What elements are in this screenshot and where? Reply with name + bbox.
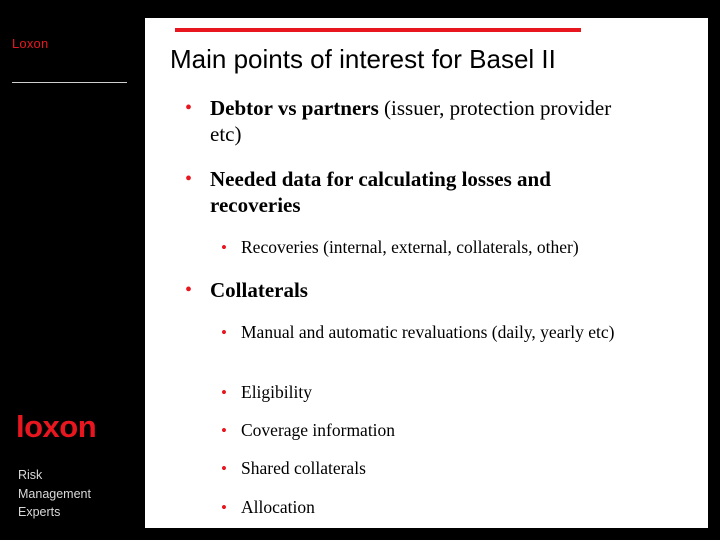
bullet-item <box>185 277 620 303</box>
sub-bullet-item <box>221 322 651 343</box>
sub-bullet-item <box>221 497 651 518</box>
slide-title: Main points of interest for Basel II <box>170 44 556 74</box>
bullet-dot-icon: • <box>221 498 227 517</box>
small-logo: Loxon <box>12 36 49 51</box>
sub-bullet-text: Eligibility <box>241 382 312 402</box>
sub-bullet-item <box>221 382 651 403</box>
bullet-bold-text: Needed data for calculating losses and recoveries <box>210 167 551 217</box>
brand-sidebar <box>0 0 145 540</box>
sub-bullet-text: Shared collaterals <box>241 458 366 478</box>
bullet-dot-icon: • <box>221 383 227 402</box>
sub-bullet-text: Manual and automatic revaluations (daily, yearly etc) <box>241 322 615 342</box>
bullet-text: (issuer, protection provider etc) <box>210 96 612 146</box>
brand-divider <box>12 82 127 83</box>
bullet-dot-icon: • <box>185 168 193 190</box>
bullet-dot-icon: • <box>221 238 227 257</box>
sub-bullet-text: Coverage information <box>241 420 396 440</box>
bullet-dot-icon: • <box>221 323 227 342</box>
bullet-item <box>185 95 620 147</box>
sub-bullet-text: Recoveries (internal, external, collaterals, other) <box>241 237 579 257</box>
bullet-item <box>185 166 620 218</box>
bullet-dot-icon: • <box>221 459 227 478</box>
tagline <box>18 466 91 522</box>
bullet-bold-text: Collaterals <box>210 278 308 302</box>
bullet-dot-icon: • <box>221 421 227 440</box>
bullet-dot-icon: • <box>185 97 193 119</box>
tagline-line: Experts <box>18 505 61 519</box>
sub-bullet-item <box>221 458 651 479</box>
sub-bullet-item <box>221 237 651 258</box>
tagline-line: Management <box>18 486 91 501</box>
sub-bullet-text: Allocation <box>241 497 315 517</box>
slide-content <box>145 18 708 528</box>
loxon-logo: loxon <box>16 409 97 444</box>
title-accent-bar <box>175 28 581 32</box>
sub-bullet-item <box>221 420 651 441</box>
bullet-dot-icon: • <box>185 279 193 301</box>
tagline-line: Risk <box>18 468 43 482</box>
bullet-bold-text: Debtor vs partners <box>210 96 379 120</box>
